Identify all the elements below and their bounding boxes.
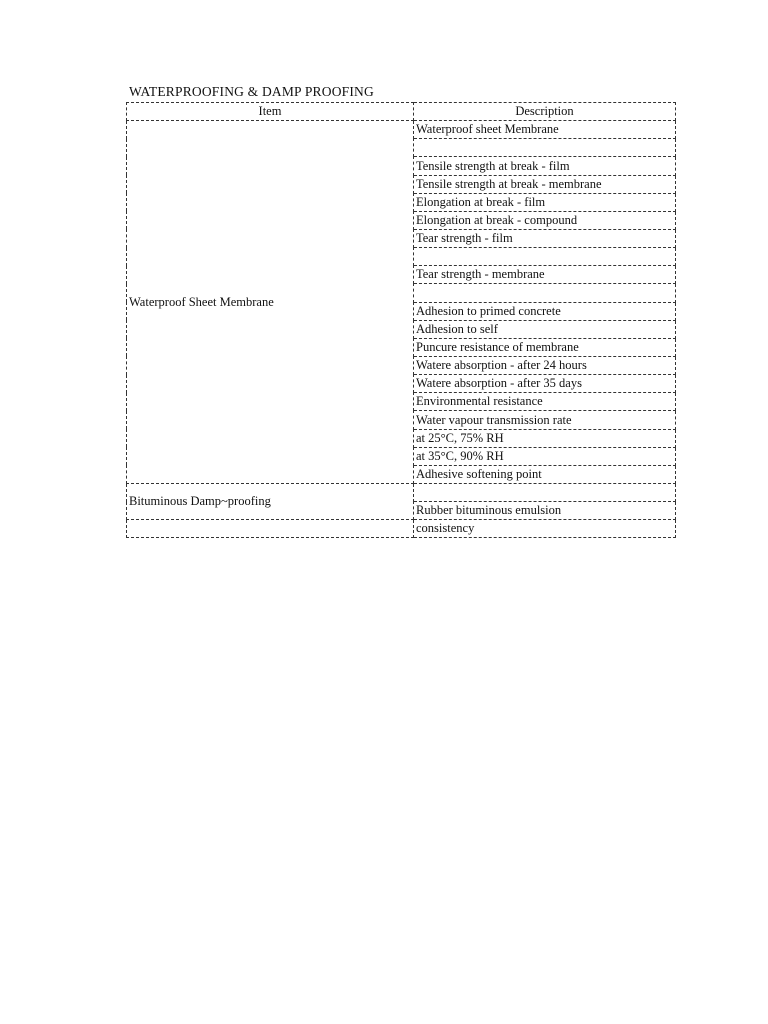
description-cell: Waterproof sheet Membrane — [414, 121, 676, 139]
description-cell: Adhesion to primed concrete — [414, 302, 676, 320]
table-row — [127, 520, 676, 538]
description-cell: Tear strength - membrane — [414, 266, 676, 284]
specification-table — [126, 102, 676, 538]
description-cell — [414, 284, 676, 302]
table-body — [127, 121, 676, 538]
description-cell — [414, 248, 676, 266]
table-header-row — [127, 103, 676, 121]
table-row — [127, 483, 676, 501]
description-cell: Environmental resistance — [414, 393, 676, 411]
item-cell — [127, 520, 414, 538]
column-header-item: Item — [127, 103, 414, 121]
table-row — [127, 121, 676, 139]
item-cell: Waterproof Sheet Membrane — [127, 121, 414, 484]
item-cell: Bituminous Damp~proofing — [127, 483, 414, 519]
description-cell: at 35°C, 90% RH — [414, 447, 676, 465]
description-cell: Elongation at break - film — [414, 193, 676, 211]
description-cell: Adhesion to self — [414, 320, 676, 338]
description-cell: at 25°C, 75% RH — [414, 429, 676, 447]
description-cell: Water vapour transmission rate — [414, 411, 676, 429]
description-cell: Elongation at break - compound — [414, 211, 676, 229]
description-cell: Watere absorption - after 24 hours — [414, 356, 676, 374]
description-cell: Tear strength - film — [414, 229, 676, 247]
description-cell — [414, 139, 676, 157]
description-cell: Tensile strength at break - film — [414, 157, 676, 175]
description-cell — [414, 483, 676, 501]
description-cell: Rubber bituminous emulsion — [414, 502, 676, 520]
description-cell: Watere absorption - after 35 days — [414, 375, 676, 393]
description-cell: Tensile strength at break - membrane — [414, 175, 676, 193]
description-cell: Adhesive softening point — [414, 465, 676, 483]
column-header-description: Description — [414, 103, 676, 121]
description-cell: consistency — [414, 520, 676, 538]
description-cell: Puncure resistance of membrane — [414, 338, 676, 356]
page-title: WATERPROOFING & DAMP PROOFING — [129, 84, 374, 99]
